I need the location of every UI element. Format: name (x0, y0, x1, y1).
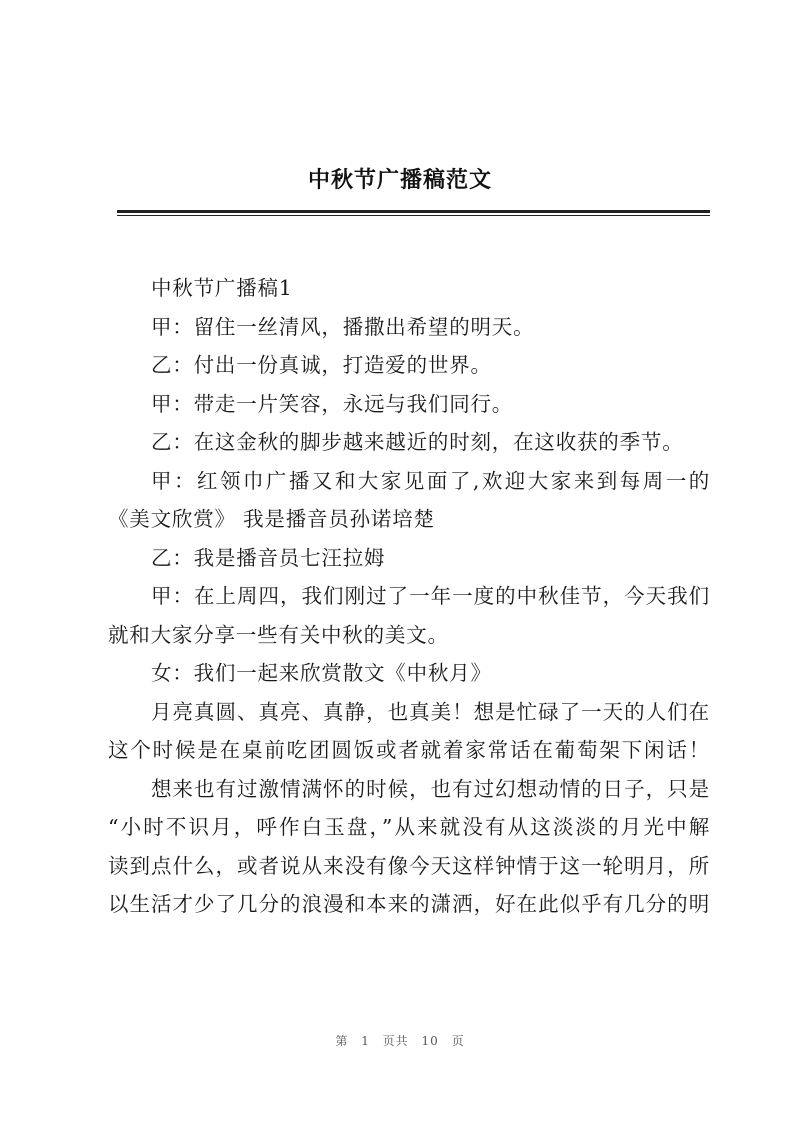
page-footer (0, 1032, 800, 1049)
footer-suffix: 页 (451, 1034, 465, 1048)
paragraph-line: “小时不识月，呼作白玉盘，”从来就没有从这淡淡的月光中解 (108, 815, 710, 839)
title-rule-thin (117, 215, 710, 216)
footer-prefix: 第 (335, 1034, 349, 1048)
paragraph-line: 想来也有过激情满怀的时候，也有过幻想动情的日子，只是 (151, 776, 710, 801)
paragraph-line: 甲：红领巾广播又和大家见面了,欢迎大家来到每周一的 (151, 468, 710, 493)
paragraph-line: 甲：留住一丝清风，播撒出希望的明天。 (151, 314, 535, 339)
paragraph-line: 中秋节广播稿1 (151, 276, 293, 300)
footer-page-number: 1 (361, 1034, 370, 1048)
paragraph-line: 《美文欣赏》 我是播音员孙诺培楚 (108, 507, 435, 531)
paragraph-line: 甲：在上周四，我们刚过了一年一度的中秋佳节，今天我们 (151, 584, 710, 608)
paragraph-line: 女：我们一起来欣赏散文《中秋月》 (151, 661, 492, 685)
document-body (108, 269, 710, 924)
footer-middle: 页共 (382, 1034, 409, 1048)
paragraph-line: 乙：在这金秋的脚步越来越近的时刻，在这收获的季节。 (151, 430, 684, 454)
footer-total-pages: 10 (421, 1034, 439, 1048)
document-title: 中秋节广播稿范文 (307, 168, 492, 193)
paragraph-line: 就和大家分享一些有关中秋的美文。 (108, 622, 449, 647)
paragraph-line: 读到点什么，或者说从来没有像今天这样钟情于这一轮明月，所 (108, 853, 710, 878)
paragraph-line: 乙：付出一份真诚，打造爱的世界。 (151, 353, 492, 377)
paragraph-line: 甲：带走一片笑容，永远与我们同行。 (151, 391, 514, 416)
title-rule-thick (117, 210, 710, 213)
paragraph-line: 乙：我是播音员七汪拉姆 (151, 545, 386, 570)
paragraph-line: 这个时候是在桌前吃团圆饭或者就着家常话在葡萄架下闲话！ (108, 738, 710, 762)
paragraph-line: 月亮真圆、真亮、真静，也真美！想是忙碌了一天的人们在 (151, 699, 710, 724)
paragraph-line: 以生活才少了几分的浪漫和本来的潇洒，好在此似乎有几分的明 (108, 892, 710, 916)
